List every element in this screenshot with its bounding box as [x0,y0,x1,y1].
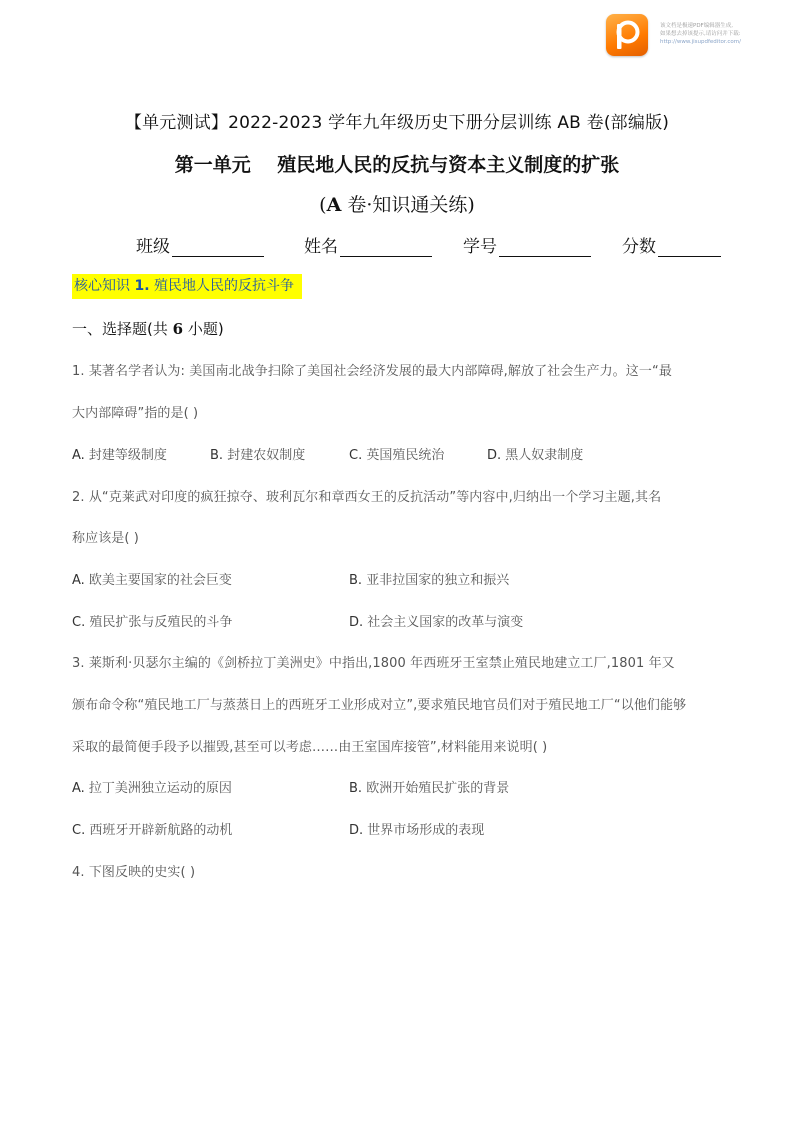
watermark-line-1: 该文档是极速PDF编辑器生成, [660,23,733,29]
q1-option-d-letter: D. [487,448,502,463]
core-knowledge-heading [72,274,302,299]
core-number: 1. [134,278,150,294]
question-2-line-2: 称应该是( ) [72,531,139,546]
student-id-blank[interactable] [499,236,591,257]
q1-option-a[interactable] [72,444,167,463]
name-field [304,232,432,257]
q3-option-d[interactable] [349,819,484,838]
q3-option-c-text: 西班牙开辟新航路的动机 [85,823,233,838]
question-4-line-1: 4. 下图反映的史实( ) [72,865,196,880]
q1-option-a-letter: A. [72,448,85,463]
volume-open-paren: ( [319,194,327,216]
q2-option-b[interactable] [349,569,509,588]
unit-subtitle: 第一单元 殖民地人民的反抗与资本主义制度的扩张 [174,154,620,176]
p-letter-icon [606,14,648,56]
core-prefix: 核心知识 [74,278,135,294]
q2-option-b-letter: B. [349,573,363,588]
q1-option-a-text: 封建等级制度 [84,448,167,463]
volume-rest: 卷·知识通关练) [341,194,475,216]
q3-option-a[interactable] [72,777,232,796]
q3-option-d-letter: D. [349,823,364,838]
q1-option-c-letter: C. [349,448,363,463]
score-label: 分数 [622,237,656,257]
q2-option-b-text: 亚非拉国家的独立和振兴 [362,573,510,588]
class-label: 班级 [136,237,170,257]
q3-option-c[interactable] [72,819,232,838]
watermark-url[interactable]: http://www.jisupdfeditor.com/ [660,39,741,45]
q2-option-d[interactable] [349,611,523,630]
score-field [622,232,721,257]
question-2-line-1: 2. 从“克莱武对印度的疯狂掠夺、玻利瓦尔和章西女王的反抗活动”等内容中,归纳出一个学习主题,其名 [72,490,662,505]
q1-option-b[interactable] [210,444,305,463]
q3-option-b-letter: B. [349,781,363,796]
section-count: 6 [172,320,184,338]
student-id-label: 学号 [463,237,497,257]
q3-option-b-text: 欧洲开始殖民扩张的背景 [362,781,510,796]
question-3-line-3: 采取的最简便手段予以摧毁,甚至可以考虑……由王室国库接管”,材料能用来说明( ) [72,740,548,755]
q1-option-c[interactable] [349,444,444,463]
name-blank[interactable] [340,236,432,257]
question-3-line-2: 颁布命令称“殖民地工厂与蒸蒸日上的西班牙工业形成对立”,要求殖民地官员们对于殖民地工厂“以他们能够 [72,698,687,713]
class-field [136,232,264,257]
student-id-field [463,232,591,257]
core-title: 殖民地人民的反抗斗争 [149,278,294,294]
q2-option-c[interactable] [72,611,232,630]
q3-option-b[interactable] [349,777,509,796]
question-1-line-2: 大内部障碍”指的是( ) [72,406,199,421]
watermark-note [660,22,785,46]
volume-letter: A [326,194,342,216]
q3-option-c-letter: C. [72,823,86,838]
q3-option-a-text: 拉丁美洲独立运动的原因 [84,781,232,796]
watermark-line-2: 如果想去掉该提示,请访问并下载: [660,31,741,37]
q1-option-b-letter: B. [210,448,224,463]
name-label: 姓名 [304,237,338,257]
q1-option-d-text: 黑人奴隶制度 [501,448,584,463]
volume-label [0,190,794,217]
q2-option-d-text: 社会主义国家的改革与演变 [363,615,524,630]
document-title: 【单元测试】2022-2023 学年九年级历史下册分层训练 AB 卷(部编版) [124,113,670,133]
q2-option-c-text: 殖民扩张与反殖民的斗争 [85,615,233,630]
section-post: 小题) [183,320,224,338]
q3-option-a-letter: A. [72,781,85,796]
class-blank[interactable] [172,236,264,257]
score-blank[interactable] [658,236,721,257]
q2-option-a-letter: A. [72,573,85,588]
question-3-line-1: 3. 莱斯利·贝瑟尔主编的《剑桥拉丁美洲史》中指出,1800 年西班牙王室禁止殖民地建立工厂,1801 年又 [72,656,675,671]
q2-option-d-letter: D. [349,615,364,630]
q1-option-d[interactable] [487,444,583,463]
q2-option-a-text: 欧美主要国家的社会巨变 [84,573,232,588]
question-1-line-1: 1. 某著名学者认为: 美国南北战争扫除了美国社会经济发展的最大内部障碍,解放了社会生产力。这一“最 [72,364,672,379]
q3-option-d-text: 世界市场形成的表现 [363,823,485,838]
section-heading [72,318,224,339]
q1-option-c-text: 英国殖民统治 [362,448,445,463]
section-pre: 一、选择题(共 [72,320,173,338]
q2-option-c-letter: C. [72,615,86,630]
q2-option-a[interactable] [72,569,232,588]
q1-option-b-text: 封建农奴制度 [223,448,306,463]
pdf-editor-logo [606,14,648,56]
